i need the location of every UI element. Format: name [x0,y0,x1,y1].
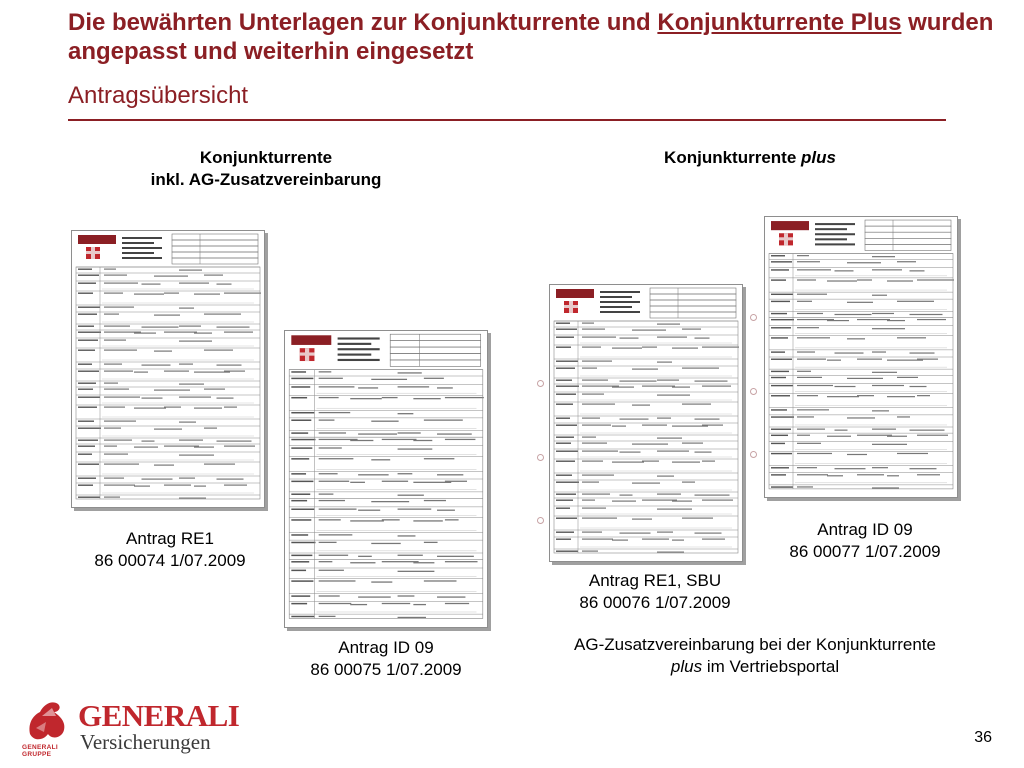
left-column-heading [96,147,436,191]
form-title-block [122,237,162,259]
caption-re1-line-2: 86 00074 1/07.2009 [94,551,246,570]
form-body-grid [289,370,484,619]
form-title-block [815,223,855,245]
form-body-grid [76,267,261,499]
logo-subtitle: Versicherungen [80,730,211,754]
form-logo-icon [291,335,331,361]
caption-id09-left-line-1: Antrag ID 09 [338,638,434,657]
portal-note [505,634,1005,678]
caption-re1 [60,528,280,572]
binder-hole [537,517,544,524]
caption-re1-sbu-line-2: 86 00076 1/07.2009 [579,593,731,612]
portal-note-line-2 [505,656,1005,678]
form-header-fields [172,234,258,264]
binder-hole [750,451,757,458]
caption-id09-left [276,637,496,681]
form-title-block [600,291,640,313]
form-body-grid [554,321,739,553]
logo-group-text: GENERALI GRUPPE [22,744,58,758]
title-part-1: Die bewährten Unterlagen zur Konjunkturrente und [68,9,658,36]
left-heading-line-2: inkl. AG-Zusatzvereinbarung [150,170,382,189]
title-divider [68,119,946,121]
form-thumbnail-id09-right[interactable] [764,216,958,498]
caption-id09-right [755,519,975,563]
form-header-fields [865,220,951,250]
binder-hole [537,380,544,387]
caption-id09-left-line-2: 86 00075 1/07.2009 [310,660,462,679]
form-header-fields [650,288,736,318]
form-logo-icon [556,289,594,313]
logo-brand: GENERALI [78,698,240,733]
caption-id09-right-line-1: Antrag ID 09 [817,520,913,539]
form-thumbnail-re1-sbu[interactable] [549,284,743,562]
binder-hole [750,314,757,321]
form-header-fields [390,334,480,366]
binder-hole [537,454,544,461]
caption-re1-line-1: Antrag RE1 [126,529,214,548]
form-thumbnail-id09-left[interactable] [284,330,488,628]
caption-id09-right-line-2: 86 00077 1/07.2009 [789,542,941,561]
form-thumbnail-re1[interactable] [71,230,265,508]
portal-note-line-1: AG-Zusatzvereinbarung bei der Konjunkturrente [574,635,936,654]
form-body-grid [769,254,954,489]
right-heading-italic: plus [801,148,836,167]
page-subtitle: Antragsübersicht [68,82,249,109]
caption-re1-sbu [545,570,765,614]
generali-lion-logo-icon [22,694,74,750]
page-title [68,8,1008,66]
title-link[interactable]: Konjunkturrente Plus [657,9,902,36]
left-heading-line-1: Konjunkturrente [199,148,333,167]
page-number: 36 [974,729,992,746]
title-part-2: wurden angepasst und weiterhin eingesetzt [68,9,994,65]
caption-re1-sbu-line-1: Antrag RE1, SBU [588,571,722,590]
form-logo-icon [78,235,116,259]
right-column-heading [580,147,920,169]
right-heading-main: Konjunkturrente [664,148,801,167]
portal-note-italic: plus [670,657,703,676]
form-title-block [338,337,380,361]
portal-note-rest: im Vertriebsportal [702,657,840,676]
form-logo-icon [771,221,809,245]
binder-hole [750,388,757,395]
